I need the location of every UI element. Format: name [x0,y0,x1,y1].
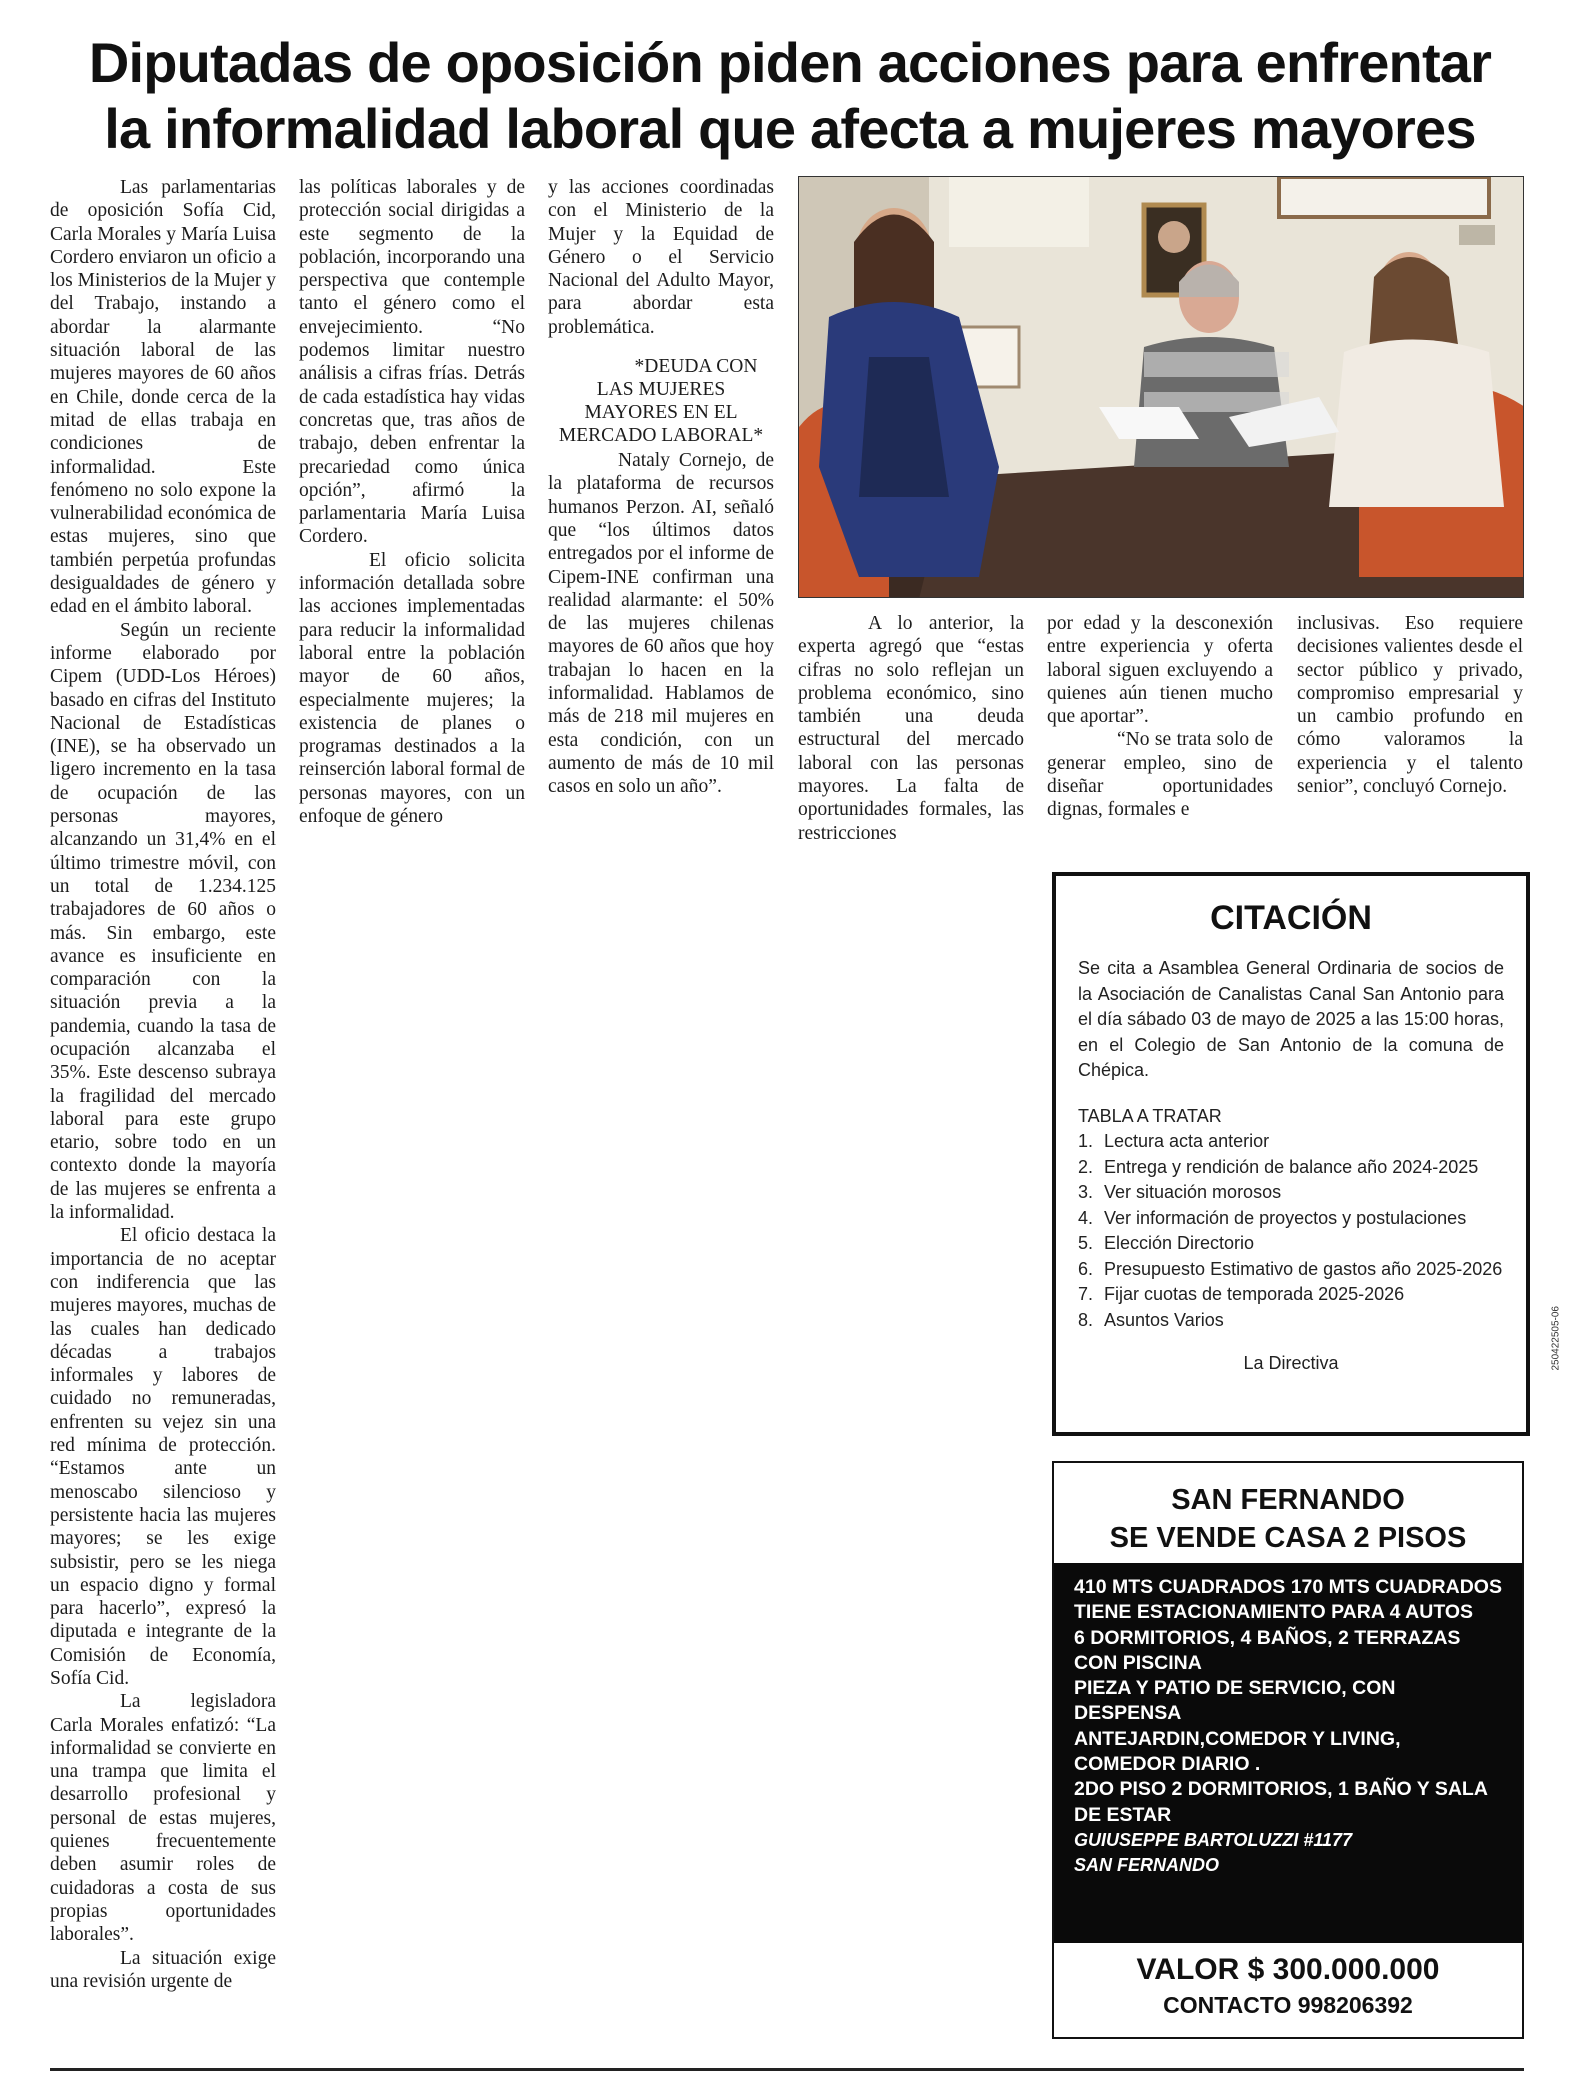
paragraph: Las parlamentarias de oposición Sofía Cid, Carla Morales y María Luisa Cordero enviaron un oficio a los Ministerios de la Mujer y del Trabajo, instando a abordar la alarmante situación laboral de las mujeres mayores de 60 años en Chile, donde cerca de la mitad de ellas trabaja en condiciones de informalidad. Este fenómeno no solo expone la vulnerabilidad económica de estas mujeres, sino que también perpetúa profundas desigualdades de género y edad en el ámbito laboral. [50,177,276,618]
headline-line-2: la informalidad laboral que afecta a mujeres mayores [104,97,1476,160]
paragraph: las políticas laborales y de protección social dirigidas a este segmento de la población, incorporando una perspectiva que contemple tanto el género como el envejecimiento. “No podemos limitar nuestro análisis a cifras frías. Detrás de cada estadística hay vidas concretas que, tras años de trabajo, deben enfrentar la precariedad como única opción”, afirmó la parlamentaria María Luisa Cordero. [299,177,525,548]
paragraph: A lo anterior, la experta agregó que “estas cifras no solo reflejan un problema económico, sino también una deuda estructural del mercado laboral con las personas mayores. La falta de oportunidades formales, las restricciones [798,613,1024,844]
ad-detail-line: ANTEJARDIN,COMEDOR Y LIVING, COMEDOR DIARIO . [1074,1727,1401,1776]
ad-title: SE VENDE CASA 2 PISOS [1109,1522,1467,1554]
paragraph: La situación exige una revisión urgente de [50,1947,276,1992]
ad-city: SAN FERNANDO [1074,1855,1220,1876]
agenda-item: 4. Ver información de proyectos y postulaciones [1078,1207,1467,1228]
agenda-item: 8. Asuntos Varios [1078,1309,1224,1330]
paragraph: por edad y la desconexión entre experiencia y oferta laboral siguen excluyendo a quienes aún tienen mucho que aportar”. [1047,613,1273,728]
news-photo [798,176,1524,598]
citacion-notice [1052,872,1562,1436]
section-subhead: *DEUDA CON LAS MUJERES MAYORES EN EL MERCADO LABORAL* [558,356,764,447]
citacion-title: CITACIÓN [1210,899,1372,937]
paragraph: El oficio destaca la importancia de no aceptar con indiferencia que las mujeres mayores, muchas de las cuales han dedicado décadas a trabajos informales y labores de cuidado no remuneradas, enfrenten su vejez sin una red mínima de protección. “Estamos ante un menoscabo silencioso y persistente hacia las mujeres mayores; se les exige subsistir, pero se les niega un espacio digno y formal para hacerlo”, expresó la diputada e integrante de la Comisión de Economía, Sofía Cid. [50,1225,276,1689]
headline [40,30,1540,162]
ad-address: GUIUSEPPE BARTOLUZZI #1177 [1074,1829,1353,1850]
agenda-item: 6. Presupuesto Estimativo de gastos año 2025-2026 [1078,1258,1503,1279]
ad-detail-line: 6 DORMITORIOS, 4 BAÑOS, 2 TERRAZAS CON PISCINA [1074,1626,1461,1674]
paragraph: La legisladora Carla Morales enfatizó: “La informalidad se convierte en una trampa que limita el desarrollo profesional y personal de estas mujeres, quienes frecuentemente deben asumir roles de cuidadoras a costa de sus propias oportunidades laborales”. [50,1691,276,1946]
agenda-item: 5. Elección Directorio [1078,1233,1255,1253]
article-column-1 [50,176,276,1993]
ad-price: VALOR $ 300.000.000 [1136,1953,1440,1986]
agenda-title: TABLA A TRATAR [1078,1105,1222,1126]
house-sale-ad [1052,1461,1524,2039]
ad-header [1054,1463,1522,1563]
citacion-signature: La Directiva [1243,1353,1339,1373]
agenda-list [1078,1129,1504,1333]
agenda-item: 2. Entrega y rendición de balance año 2024-2025 [1078,1156,1479,1177]
agenda-item: 1. Lectura acta anterior [1078,1131,1270,1151]
paragraph: y las acciones coordinadas con el Ministerio de la Mujer y la Equidad de Género o el Servicio Nacional del Adulto Mayor, para abordar esta problemática. [548,177,774,338]
ad-detail-line: 2DO PISO 2 DORMITORIOS, 1 BAÑO Y SALA DE ESTAR [1074,1778,1488,1826]
ad-details [1054,1563,1522,1943]
headline-line-1: Diputadas de oposición piden acciones para enfrentar [88,31,1492,94]
ad-location: SAN FERNANDO [1171,1484,1405,1516]
article-column-4 [798,612,1024,845]
bottom-rule [50,2068,1524,2071]
agenda-item: 7. Fijar cuotas de temporada 2025-2026 [1078,1284,1405,1304]
citacion-body: Se cita a Asamblea General Ordinaria de socios de la Asociación de Canalistas Canal San Antonio para el día sábado 03 de mayo de 2025 a las 15:00 horas, en el Colegio de San Antonio de la comuna de Chépica. [1078,958,1504,1080]
paragraph: inclusivas. Eso requiere decisiones valientes desde el sector público y privado, compromiso empresarial y un cambio profundo en cómo valoramos la experiencia y el talento senior”, concluyó Cornejo. [1297,613,1523,798]
paragraph: Nataly Cornejo, de la plataforma de recursos humanos Perzon. AI, señaló que “los últimos datos entregados por el informe de Cipem-INE confirman una realidad alarmante: el 50% de las mujeres chilenas mayores de 60 años que hoy trabajan lo hacen en la informalidad. Hablamos de más de 218 mil mujeres en esta condición, con un aumento de más de 10 mil casos en solo un año”. [548,450,774,798]
article-column-2 [299,176,525,828]
ad-detail-line: PIEZA Y PATIO DE SERVICIO, CON DESPENSA [1074,1677,1396,1725]
article-column-6 [1297,612,1523,798]
agenda-item: 3. Ver situación morosos [1078,1182,1282,1202]
ad-detail-line: TIENE ESTACIONAMIENTO PARA 4 AUTOS [1074,1601,1474,1624]
article-column-3 [548,176,774,799]
paragraph: “No se trata solo de generar empleo, sino de diseñar oportunidades dignas, formales e [1047,729,1273,821]
ad-code: 250422505-06 [1551,1306,1562,1371]
paragraph: Según un reciente informe elaborado por Cipem (UDD-Los Héroes) basado en cifras del Instituto Nacional de Estadísticas (INE), se ha observado un ligero incremento en la tasa de ocupación de las personas mayores, alcanzando un 31,4% en el último trimestre móvil, con un total de 1.234.125 trabajadores de 60 años o más. Sin embargo, este avance es insuficiente en comparación con la situación previa a la pandemia, cuando la tasa de ocupación alcanzaba el 35%. Este descenso subraya la fragilidad del mercado laboral para este grupo etario, sobre todo en un contexto donde la mayoría de las mujeres se enfrenta a la informalidad. [50,619,276,1224]
photo-illustration [799,177,1524,598]
article-column-5 [1047,612,1273,822]
ad-detail-line: 410 MTS CUADRADOS 170 MTS CUADRADOS [1074,1576,1502,1598]
ad-contact: CONTACTO 998206392 [1163,1992,1413,2018]
paragraph: El oficio solicita información detallada sobre las acciones implementadas para reducir la informalidad laboral entre la población mayor de 60 años, especialmente mujeres; la existencia de planes o programas destinados a la reinserción laboral formal de personas mayores, con un enfoque de género [299,549,525,828]
